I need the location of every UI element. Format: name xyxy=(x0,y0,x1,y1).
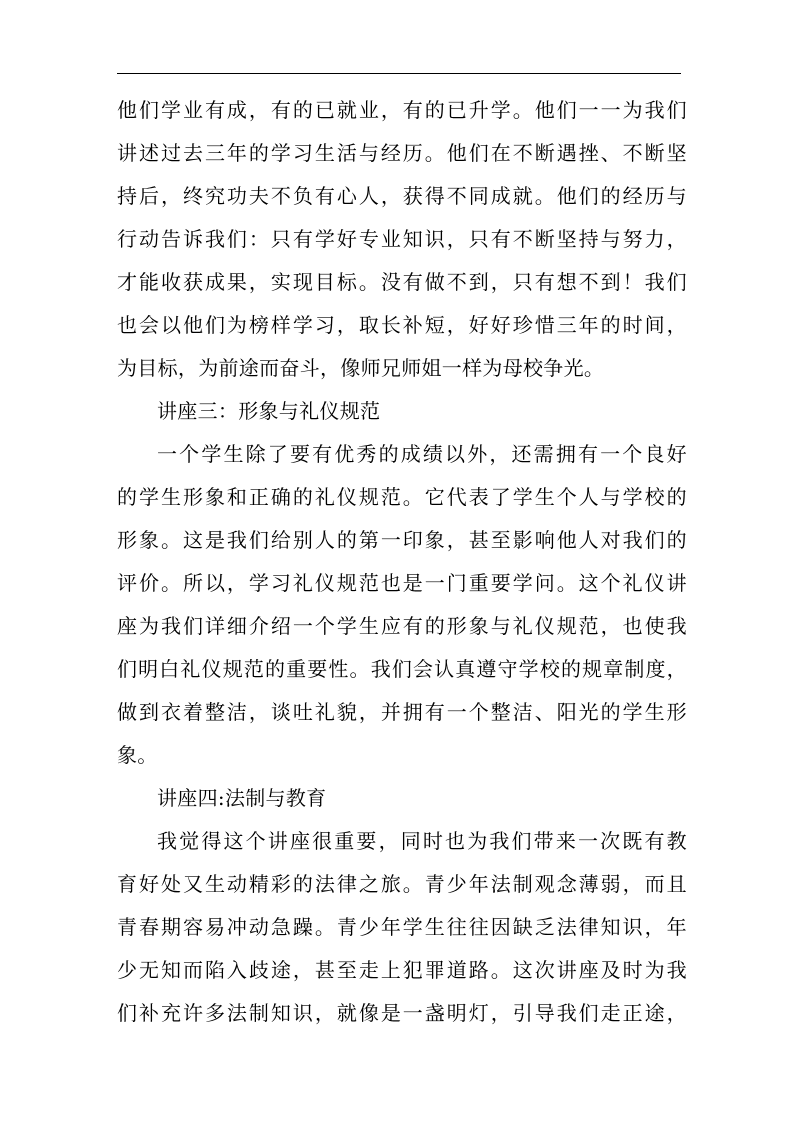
text-line: 行 动 告 诉 我 们 ： 只 有 学 好 专 业 知 识 ， 只 有 不 断 坚 持 与 努 力 ， xyxy=(117,227,687,251)
text-line: 讲座四:法制与教育 xyxy=(157,786,327,810)
text-line: 讲 述 过 去 三 年 的 学 习 生 活 与 经 历 。 他 们 在 不 断 遇 挫 、 不 断 坚 xyxy=(117,141,687,165)
text-line: 少 无 知 而 陷 入 歧 途 ， 甚 至 走 上 犯 罪 道 路 。 这 次 讲 座 及 时 为 我 xyxy=(117,958,687,982)
text-line: 象。 xyxy=(117,743,158,767)
text-line: 他 们 学 业 有 成 ， 有 的 已 就 业 ， 有 的 已 升 学 。 他 们 一 一 为 我 们 xyxy=(117,98,687,122)
text-line: 持 后 ， 终 究 功 夫 不 负 有 心 人 ， 获 得 不 同 成 就 。 他 们 的 经 历 与 xyxy=(117,184,687,208)
text-line: 做 到 衣 着 整 洁 ， 谈 吐 礼 貌 ， 并 拥 有 一 个 整 洁 、 阳 光 的 学 生 形 xyxy=(117,700,687,724)
text-line: 我 觉 得 这 个 讲 座 很 重 要 ， 同 时 也 为 我 们 带 来 一 次 既 有 教 xyxy=(157,829,687,853)
text-line: 一 个 学 生 除 了 要 有 优 秀 的 成 绩 以 外 ， 还 需 拥 有 一 个 良 好 xyxy=(157,442,687,466)
header-rule xyxy=(117,73,681,74)
text-line: 座 为 我 们 详 细 介 绍 一 个 学 生 应 有 的 形 象 与 礼 仪 规 范 ， 也 使 我 xyxy=(117,614,687,638)
text-line: 形 象 。 这 是 我 们 给 别 人 的 第 一 印 象 ， 甚 至 影 响 他 人 对 我 们 的 xyxy=(117,528,687,552)
text-line: 们 补 充 许 多 法 制 知 识 ， 就 像 是 一 盏 明 灯 ， 引 导 我 们 走 正 途 ， xyxy=(117,1001,687,1025)
text-line: 们 明 白 礼 仪 规 范 的 重 要 性 。 我 们 会 认 真 遵 守 学 校 的 规 章 制 度 ， xyxy=(117,657,687,681)
text-line: 评 价 。 所 以 ， 学 习 礼 仪 规 范 也 是 一 门 重 要 学 问 。 这 个 礼 仪 讲 xyxy=(117,571,687,595)
text-line: 也 会 以 他 们 为 榜 样 学 习 ， 取 长 补 短 ， 好 好 珍 惜 三 年 的 时 间 ， xyxy=(117,313,687,337)
body-text xyxy=(117,89,687,1035)
text-line: 讲座三：形象与礼仪规范 xyxy=(157,399,381,423)
text-line: 为目标，为前途而奋斗，像师兄师姐一样为母校争光。 xyxy=(117,356,605,380)
text-line: 才 能 收 获 成 果 ， 实 现 目 标 。 没 有 做 不 到 ， 只 有 想 不 到 ！ 我 们 xyxy=(117,270,687,294)
text-line: 的 学 生 形 象 和 正 确 的 礼 仪 规 范 。 它 代 表 了 学 生 个 人 与 学 校 的 xyxy=(117,485,687,509)
text-line: 青 春 期 容 易 冲 动 急 躁 。 青 少 年 学 生 往 往 因 缺 乏 法 律 知 识 ， 年 xyxy=(117,915,687,939)
text-line: 育 好 处 又 生 动 精 彩 的 法 律 之 旅 。 青 少 年 法 制 观 念 薄 弱 ， 而 且 xyxy=(117,872,687,896)
